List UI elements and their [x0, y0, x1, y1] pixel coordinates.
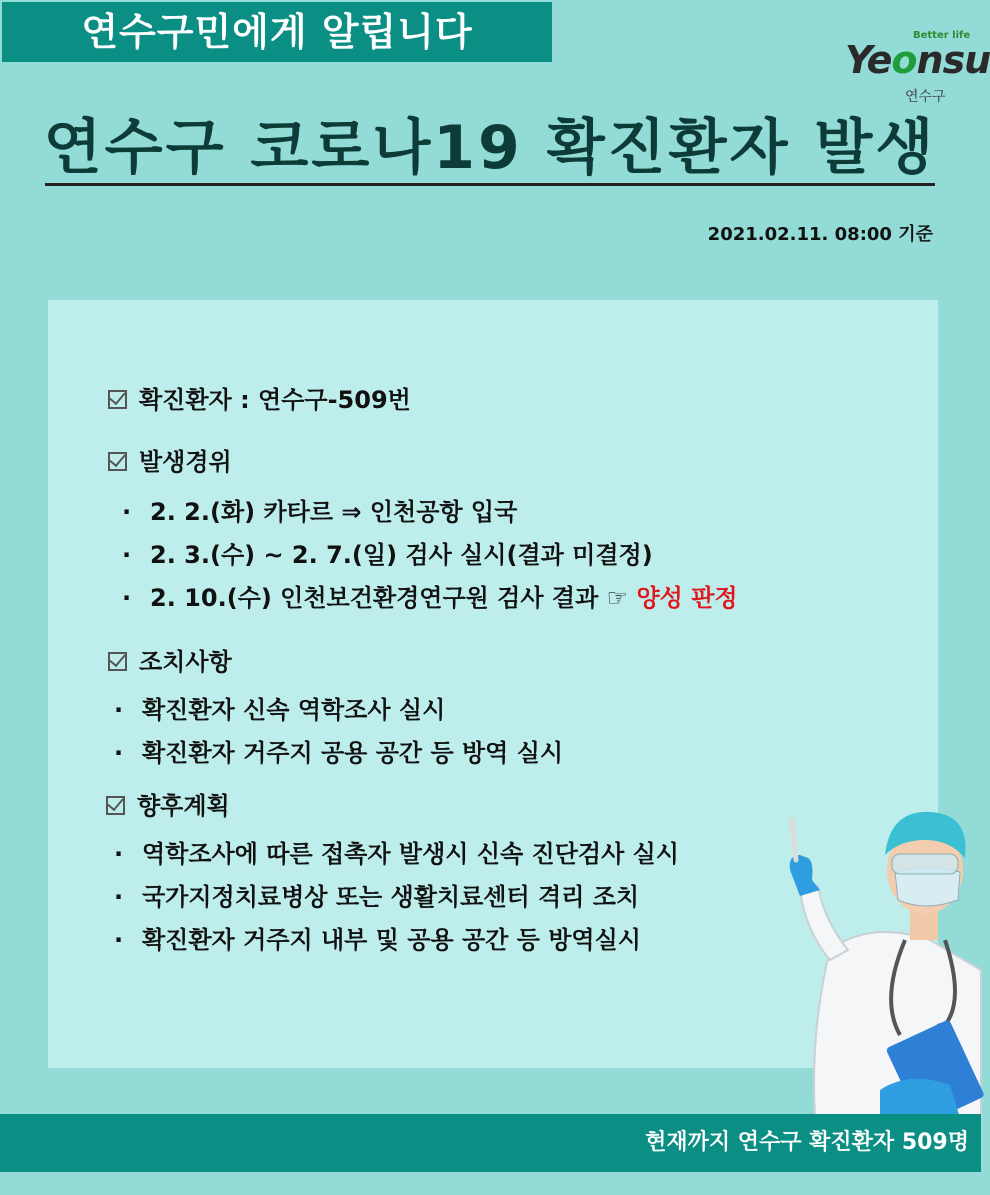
- plan-item: · 확진환자 거주지 내부 및 공용 공간 등 방역실시: [114, 926, 641, 954]
- notice-banner: 연수구민에게 알립니다: [2, 2, 552, 62]
- history-item: · 2. 10.(수) 인천보건환경연구원 검사 결과 ☞ 양성 판정: [122, 584, 738, 612]
- plan-item: · 역학조사에 따른 접촉자 발생시 신속 진단검사 실시: [114, 840, 679, 868]
- checkbox-icon: [106, 796, 125, 815]
- action-item: · 확진환자 신속 역학조사 실시: [114, 696, 446, 724]
- section-plans: 향후계획: [106, 786, 230, 820]
- checkbox-icon: [108, 652, 127, 671]
- logo-tagline: Better life: [913, 30, 971, 41]
- page-title: 연수구 코로나19 확진환자 발생: [43, 113, 937, 183]
- base-date: 2021.02.11. 08:00 기준: [707, 224, 933, 245]
- logo-wordmark: Yeonsu: [845, 38, 990, 82]
- checkbox-icon: [108, 452, 127, 471]
- total-cases: 현재까지 연수구 확진환자 509명: [645, 1130, 969, 1155]
- checkbox-icon: [108, 390, 127, 409]
- plan-item: · 국가지정치료병상 또는 생활치료센터 격리 조치: [114, 883, 640, 911]
- section-actions: 조치사항: [108, 642, 232, 676]
- history-item: · 2. 3.(수) ~ 2. 7.(일) 검사 실시(결과 미결정): [122, 541, 653, 569]
- footer-bar: [0, 1114, 981, 1172]
- title-underline: [45, 183, 935, 186]
- positive-result: 양성 판정: [636, 584, 738, 612]
- logo-subtitle: 연수구: [905, 89, 946, 105]
- action-item: · 확진환자 거주지 공용 공간 등 방역 실시: [114, 739, 564, 767]
- section-patient: 확진환자 : 연수구-509번: [108, 380, 411, 414]
- history-item: · 2. 2.(화) 카타르 ⇒ 인천공항 입국: [122, 498, 518, 526]
- section-history: 발생경위: [108, 442, 232, 476]
- yeonsu-logo: [845, 30, 990, 110]
- nurse-illustration: [760, 800, 981, 1118]
